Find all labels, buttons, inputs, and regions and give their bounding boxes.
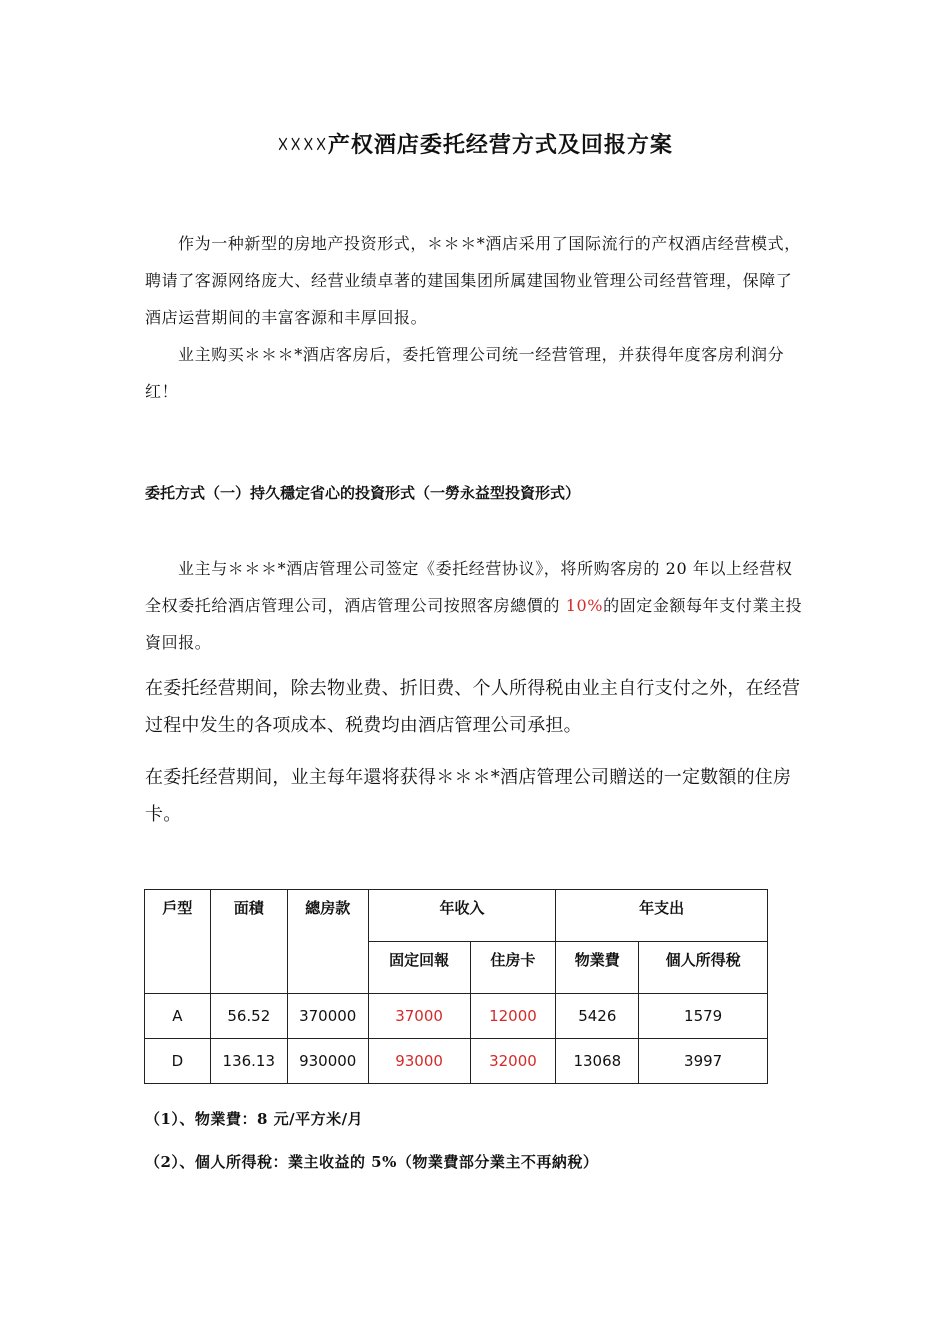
- section-heading: 委托方式（一）持久穩定省心的投資形式（一勞永益型投資形式）: [145, 484, 581, 502]
- cell-type: A: [145, 994, 211, 1039]
- header-room-card: 住房卡: [470, 942, 556, 994]
- section-paragraph-3: 在委托经营期间，业主每年還将获得＊＊＊*酒店管理公司贈送的一定數額的住房卡。: [145, 767, 792, 825]
- cell-type: D: [145, 1039, 211, 1084]
- section-paragraph-1-text: 业主与＊＊＊*酒店管理公司签定《委托经营协议》，将所购客房的 20 年以上经营权全权委托给酒店管理公司，酒店管理公司按照客房總價的: [145, 559, 793, 615]
- header-type: 戶型: [145, 890, 211, 994]
- header-property-fee: 物業費: [556, 942, 639, 994]
- header-income-tax: 個人所得稅: [639, 942, 768, 994]
- table-row: [145, 994, 768, 1039]
- cell-income-tax: 3997: [639, 1039, 768, 1084]
- cell-property-fee: 5426: [556, 994, 639, 1039]
- cell-total: 370000: [287, 994, 368, 1039]
- cell-room-card: 12000: [470, 994, 556, 1039]
- header-expense: 年支出: [556, 890, 768, 942]
- section-paragraph-2: 在委托经营期间，除去物业费、折旧费、个人所得税由业主自行支付之外，在经营过程中发生的各项成本、税费均由酒店管理公司承担。: [145, 678, 801, 736]
- intro-paragraph-2: 业主购买＊＊＊*酒店客房后，委托管理公司统一经营管理，并获得年度客房利润分红！: [145, 345, 785, 401]
- note-income-tax: （2）、個人所得稅：業主收益的 5%（物業費部分業主不再納稅）: [145, 1153, 599, 1171]
- note-property-fee: （1）、物業費：8 元/平方米/月: [145, 1110, 364, 1128]
- cell-fixed-return: 93000: [368, 1039, 470, 1084]
- cell-area: 56.52: [210, 994, 287, 1039]
- section-paragraph-1-tail: 的固定金额每年支付業主投資回报。: [145, 596, 803, 652]
- header-area: 面積: [210, 890, 287, 994]
- document-title: ☓☓☓☓产权酒店委托经营方式及回报方案: [277, 133, 673, 158]
- header-fixed-return: 固定回報: [368, 942, 470, 994]
- cell-room-card: 32000: [470, 1039, 556, 1084]
- cell-property-fee: 13068: [556, 1039, 639, 1084]
- intro-paragraph-1: 作为一种新型的房地产投资形式，＊＊＊*酒店采用了国际流行的产权酒店经营模式，聘请了客源网络庞大、经营业绩卓著的建国集团所属建国物业管理公司经营管理，保障了酒店运营期间的丰富客源和丰厚回报。: [145, 234, 801, 327]
- header-income: 年收入: [368, 890, 556, 942]
- table-row: [145, 1039, 768, 1084]
- cell-fixed-return: 37000: [368, 994, 470, 1039]
- header-total: 總房款: [287, 890, 368, 994]
- investment-table: [144, 889, 768, 1084]
- cell-total: 930000: [287, 1039, 368, 1084]
- section-paragraph-1: [145, 550, 807, 661]
- return-rate-highlight: 10%: [565, 596, 604, 615]
- cell-area: 136.13: [210, 1039, 287, 1084]
- cell-income-tax: 1579: [639, 994, 768, 1039]
